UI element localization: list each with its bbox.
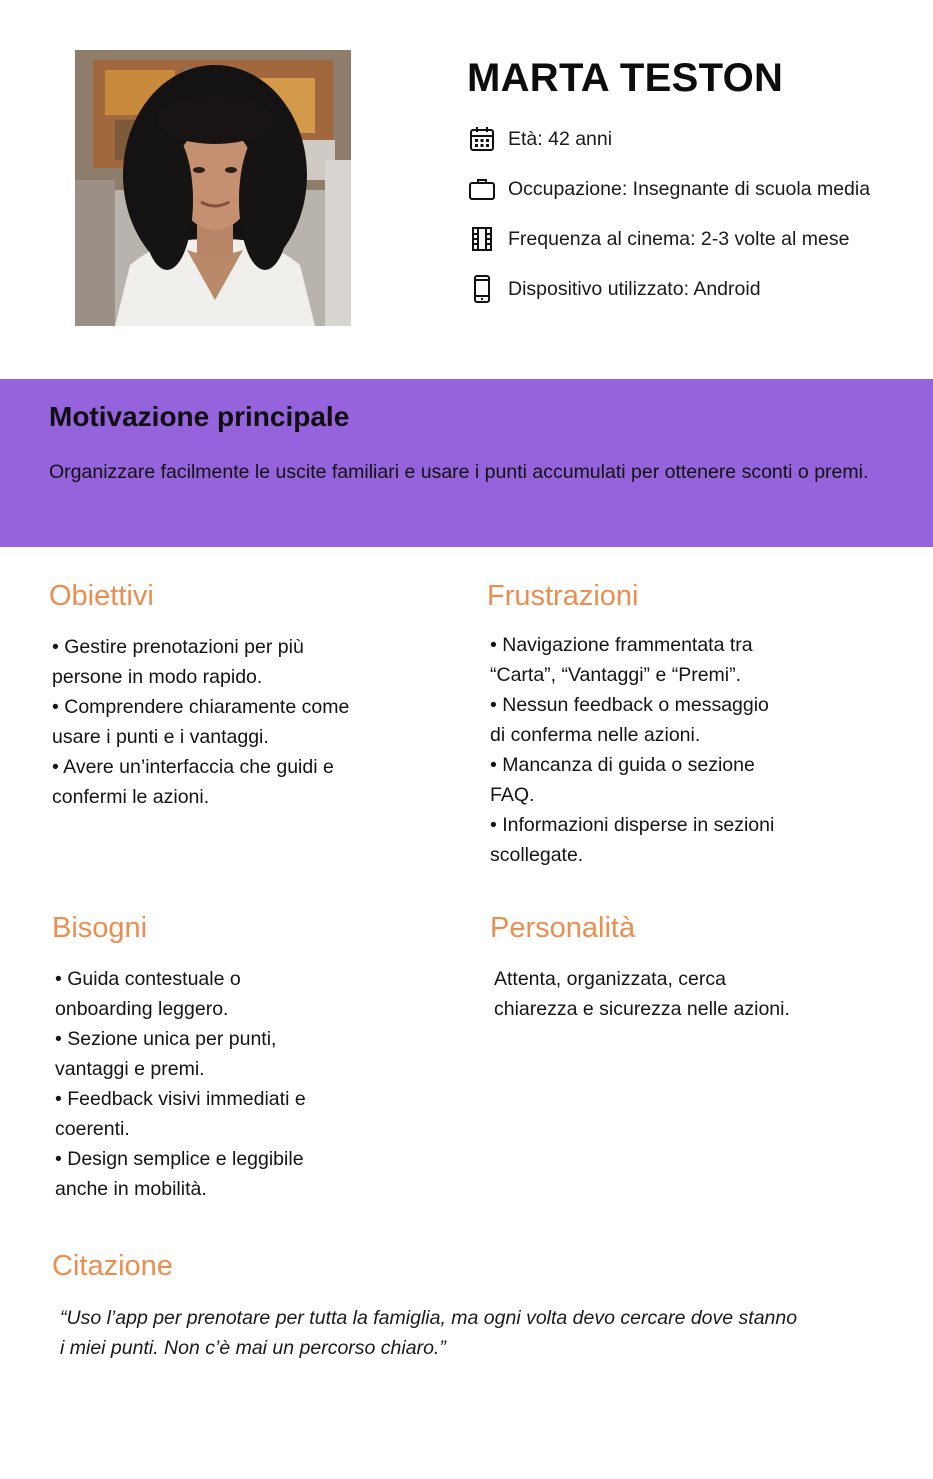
quote-title: Citazione [52,1250,173,1282]
needs-title: Bisogni [52,912,148,944]
needs-list [55,964,435,1204]
persona-quote [60,1303,860,1363]
list-item: FAQ. [490,784,535,806]
list-item: coerenti. [55,1118,130,1140]
goals-list [52,632,432,812]
fact-age [468,122,918,172]
list-item: • Design semplice e leggibile [55,1148,304,1170]
fact-device-text: Dispositivo utilizzato: Android [508,278,761,300]
persona-facts [468,122,918,322]
personality-text [494,964,914,1024]
fact-cinema-text: Frequenza al cinema: 2-3 volte al mese [508,228,850,250]
list-item: • Sezione unica per punti, [55,1028,277,1050]
goals-title: Obiettivi [49,580,154,612]
calendar-icon [468,125,496,153]
list-item: di conferma nelle azioni. [490,724,701,746]
quote-line: “Uso l’app per prenotare per tutta la famiglia, ma ogni volta devo cercare dove stanno [60,1307,798,1329]
personality-line: chiarezza e sicurezza nelle azioni. [494,998,790,1020]
list-item: usare i punti e i vantaggi. [52,726,269,748]
frustrations-list [490,630,890,870]
fact-device [468,272,918,322]
fact-cinema-frequency [468,222,918,272]
fact-age-text: Età: 42 anni [508,128,613,150]
list-item: • Navigazione frammentata tra [490,634,753,656]
fact-occupation [468,172,918,222]
list-item: • Informazioni disperse in sezioni [490,814,775,836]
list-item: “Carta”, “Vantaggi” e “Premi”. [490,664,742,686]
portrait-illustration [75,50,351,326]
list-item: • Mancanza di guida o sezione [490,754,755,776]
motivation-title: Motivazione principale [49,401,350,432]
fact-occupation-text: Occupazione: Insegnante di scuola media [508,178,871,200]
persona-name: MARTA TESTON [467,56,784,100]
list-item: confermi le azioni. [52,786,210,808]
smartphone-icon [468,275,496,303]
briefcase-icon [468,175,496,203]
list-item: vantaggi e premi. [55,1058,205,1080]
list-item: • Avere un’interfaccia che guidi e [52,756,334,778]
personality-line: Attenta, organizzata, cerca [494,968,726,990]
quote-line: i miei punti. Non c’è mai un percorso chiaro.” [60,1337,446,1359]
list-item: • Gestire prenotazioni per più [52,636,304,658]
list-item: • Comprendere chiaramente come [52,696,350,718]
list-item: • Feedback visivi immediati e [55,1088,306,1110]
film-icon [468,225,496,253]
list-item: scollegate. [490,844,584,866]
motivation-band [0,379,933,547]
persona-photo [75,50,351,326]
list-item: persone in modo rapido. [52,666,263,688]
list-item: • Nessun feedback o messaggio [490,694,769,716]
motivation-text: Organizzare facilmente le uscite familiari e usare i punti accumulati per ottenere sconti o premi. [49,461,869,483]
personality-title: Personalità [490,912,636,944]
list-item: • Guida contestuale o [55,968,241,990]
list-item: onboarding leggero. [55,998,229,1020]
list-item: anche in mobilità. [55,1178,207,1200]
frustrations-title: Frustrazioni [487,580,639,612]
